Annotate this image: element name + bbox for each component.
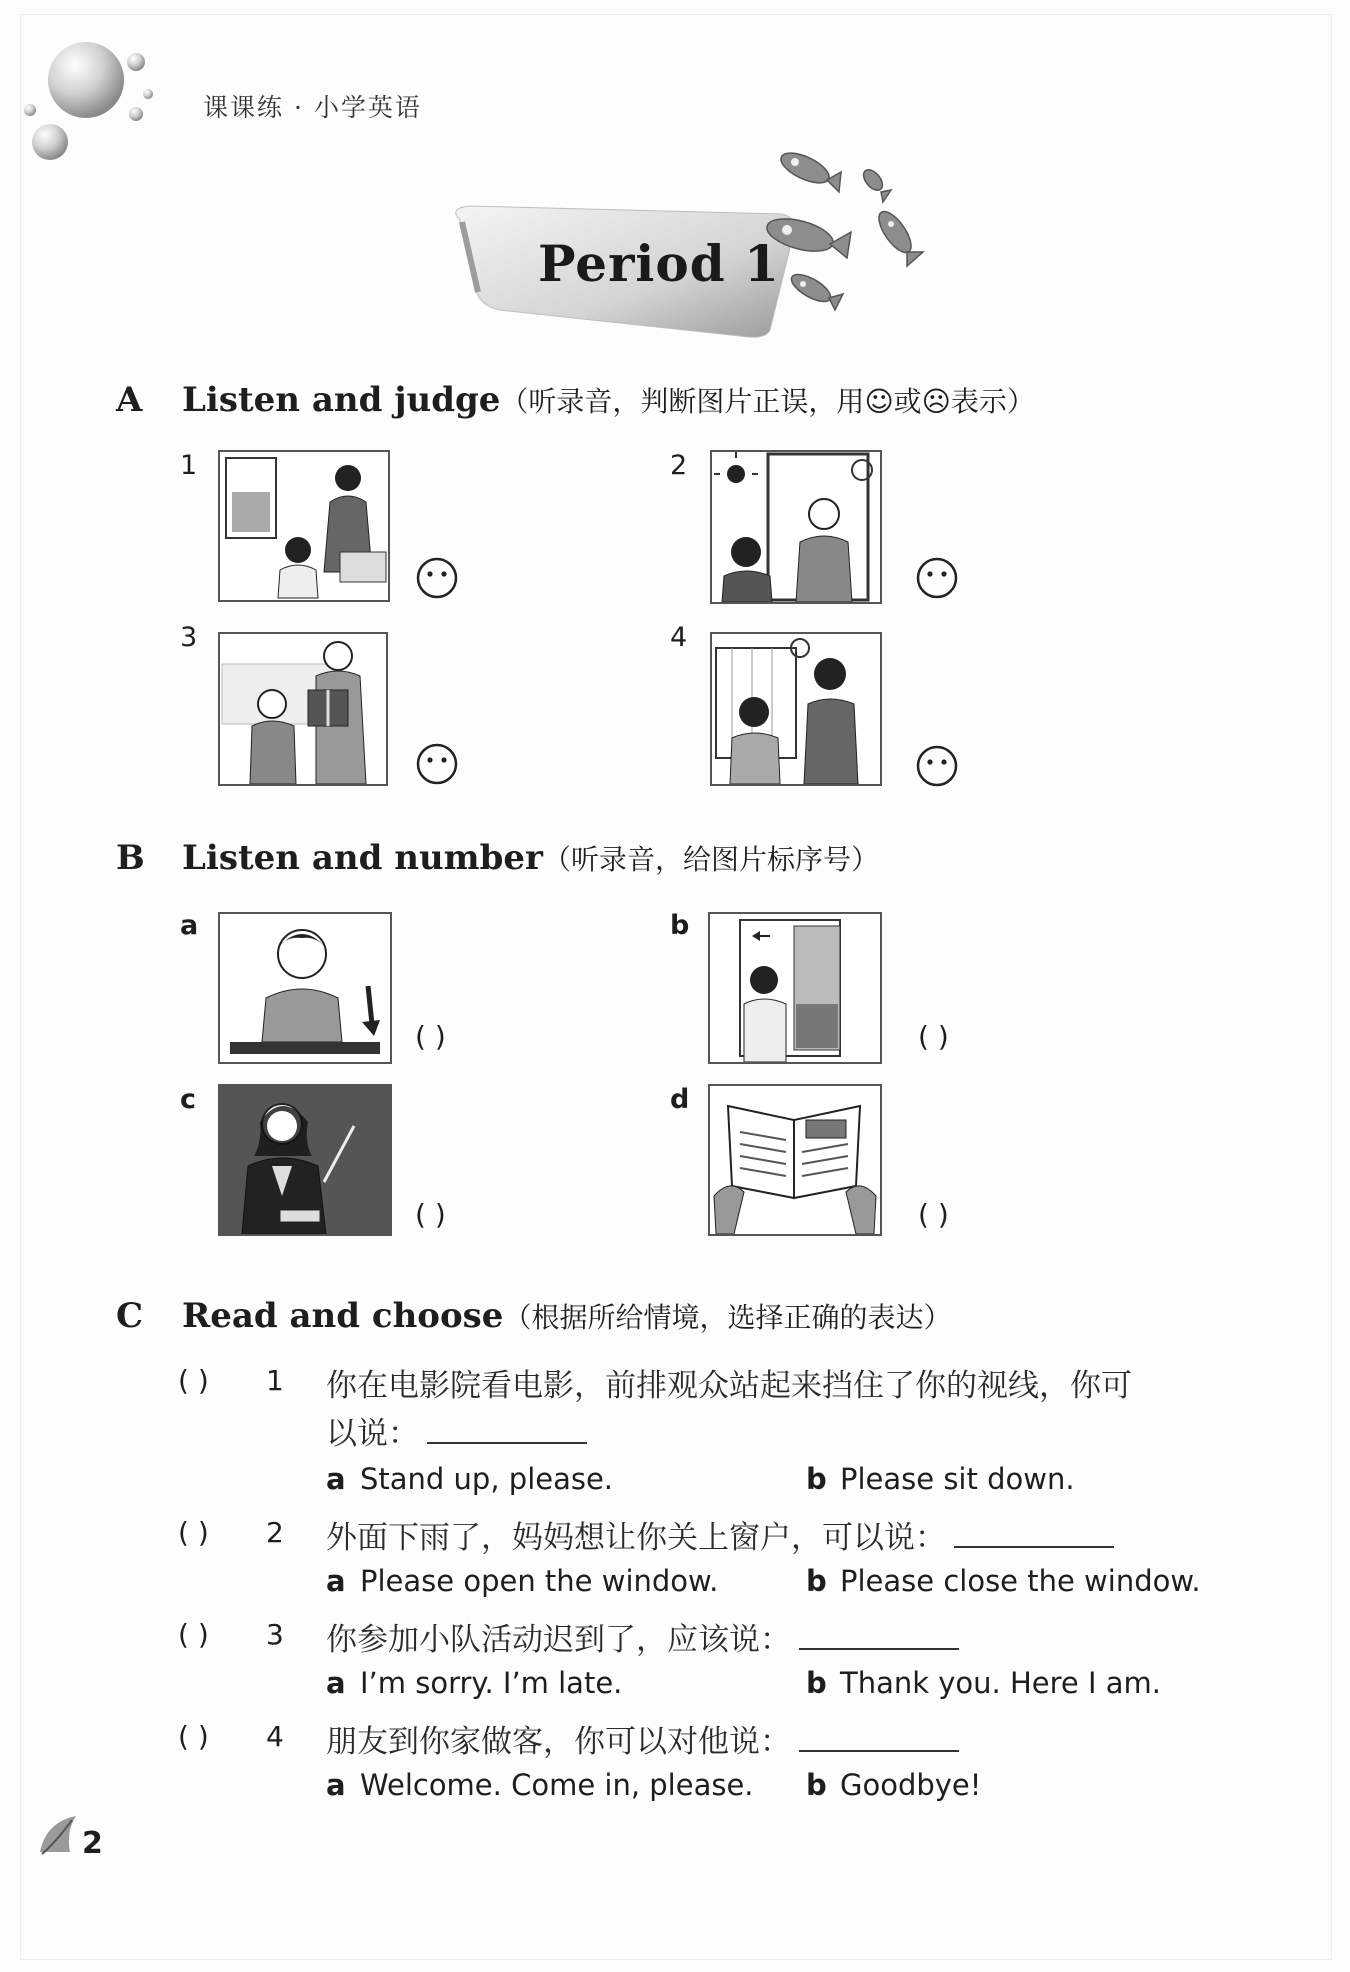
option-a[interactable] [326, 1666, 622, 1700]
section-b-letter: B [116, 838, 145, 878]
question-text-line1: 外面下雨了，妈妈想让你关上窗户，可以说： [326, 1520, 946, 1556]
option-b[interactable] [806, 1462, 1075, 1496]
option-text: Please sit down. [840, 1462, 1075, 1496]
section-b-title: Listen and number [182, 838, 543, 878]
section-a-instruction-3: 表示） [950, 385, 1035, 418]
option-text: Thank you. Here I am. [840, 1666, 1161, 1700]
picture-teacher-window [218, 450, 390, 602]
section-c-heading [116, 1296, 951, 1336]
picture-teacher-blackboard [218, 1084, 392, 1236]
picture-boys-greeting [710, 450, 882, 604]
option-label: a [326, 1666, 346, 1700]
section-c-title: Read and choose [182, 1296, 504, 1336]
option-a[interactable] [326, 1462, 613, 1496]
section-a-heading [116, 380, 1035, 420]
question-number: 1 [266, 1364, 284, 1397]
section-a-letter: A [116, 380, 143, 420]
answer-paren[interactable]: ( ) [178, 1720, 209, 1753]
option-label: b [806, 1666, 827, 1700]
answer-blank[interactable] [799, 1722, 959, 1752]
option-text: I’m sorry. I’m late. [360, 1666, 623, 1700]
option-a[interactable] [326, 1564, 718, 1598]
answer-blank[interactable] [954, 1518, 1114, 1548]
smiley-face-icon[interactable] [415, 742, 459, 786]
answer-paren[interactable]: ( ) [178, 1618, 209, 1651]
section-c-instruction: （根据所给情境，选择正确的表达） [503, 1301, 952, 1334]
question-text-continued [326, 1408, 587, 1453]
section-b-heading [116, 838, 879, 878]
section-c-letter: C [116, 1296, 144, 1336]
option-a[interactable] [326, 1768, 754, 1802]
smiley-face-icon[interactable] [415, 556, 459, 600]
question-text-line2: 以说： [326, 1416, 419, 1452]
picture-gift-box [218, 632, 388, 786]
section-a-title: Listen and judge [182, 380, 501, 420]
option-label: b [806, 1462, 827, 1496]
item-number: 2 [670, 450, 688, 481]
option-label: a [326, 1564, 346, 1598]
smiley-face-icon[interactable] [915, 744, 959, 788]
question-number: 4 [266, 1720, 284, 1753]
question-number: 3 [266, 1618, 284, 1651]
item-number: 4 [670, 622, 688, 653]
answer-paren[interactable]: ( ) [918, 1020, 949, 1053]
option-b[interactable] [806, 1768, 981, 1802]
section-b-instruction: （听录音，给图片标序号） [542, 843, 879, 876]
answer-paren[interactable]: ( ) [415, 1020, 446, 1053]
item-label: a [180, 910, 199, 941]
answer-paren[interactable]: ( ) [178, 1364, 209, 1397]
period-title: Period 1 [538, 234, 780, 293]
section-a-instruction-2: 或 [893, 385, 922, 418]
question-text: 你在电影院看电影，前排观众站起来挡住了你的视线，你可 [326, 1368, 1132, 1404]
fish-decoration [755, 140, 935, 320]
question-text [326, 1512, 1114, 1557]
question-number: 2 [266, 1516, 284, 1549]
picture-girl-and-teacher [710, 632, 882, 786]
picture-closing-window [708, 912, 882, 1064]
answer-blank[interactable] [427, 1414, 587, 1444]
leaf-icon [36, 1812, 82, 1858]
smile-glyph: ☺ [864, 385, 894, 418]
option-text: Please open the window. [360, 1564, 719, 1598]
option-label: a [326, 1768, 346, 1802]
frown-glyph: ☹ [921, 385, 951, 418]
item-number: 3 [180, 622, 198, 653]
option-text: Please close the window. [840, 1564, 1201, 1598]
question-text [326, 1614, 959, 1659]
page-number: 2 [82, 1826, 103, 1861]
option-text: Stand up, please. [360, 1462, 614, 1496]
section-a-instruction-1: （听录音，判断图片正误，用 [500, 385, 865, 418]
option-text: Goodbye! [840, 1768, 982, 1802]
option-label: a [326, 1462, 346, 1496]
item-number: 1 [180, 450, 198, 481]
question-text [326, 1716, 959, 1761]
picture-boy-sitting-down [218, 912, 392, 1064]
question-text-line1: 你参加小队活动迟到了，应该说： [326, 1622, 791, 1658]
answer-paren[interactable]: ( ) [918, 1198, 949, 1231]
question-text-line1: 朋友到你家做客，你可以对他说： [326, 1724, 791, 1760]
item-label: d [670, 1084, 690, 1115]
option-b[interactable] [806, 1564, 1201, 1598]
option-label: b [806, 1768, 827, 1802]
smiley-face-icon[interactable] [915, 556, 959, 600]
item-label: c [180, 1084, 197, 1115]
book-title: 课课练 · 小学英语 [203, 93, 422, 122]
item-label: b [670, 910, 690, 941]
bubbles-decoration [18, 32, 178, 172]
option-text: Welcome. Come in, please. [360, 1768, 754, 1802]
answer-paren[interactable]: ( ) [415, 1198, 446, 1231]
answer-paren[interactable]: ( ) [178, 1516, 209, 1549]
option-label: b [806, 1564, 827, 1598]
picture-reading-book [708, 1084, 882, 1236]
option-b[interactable] [806, 1666, 1161, 1700]
answer-blank[interactable] [799, 1620, 959, 1650]
